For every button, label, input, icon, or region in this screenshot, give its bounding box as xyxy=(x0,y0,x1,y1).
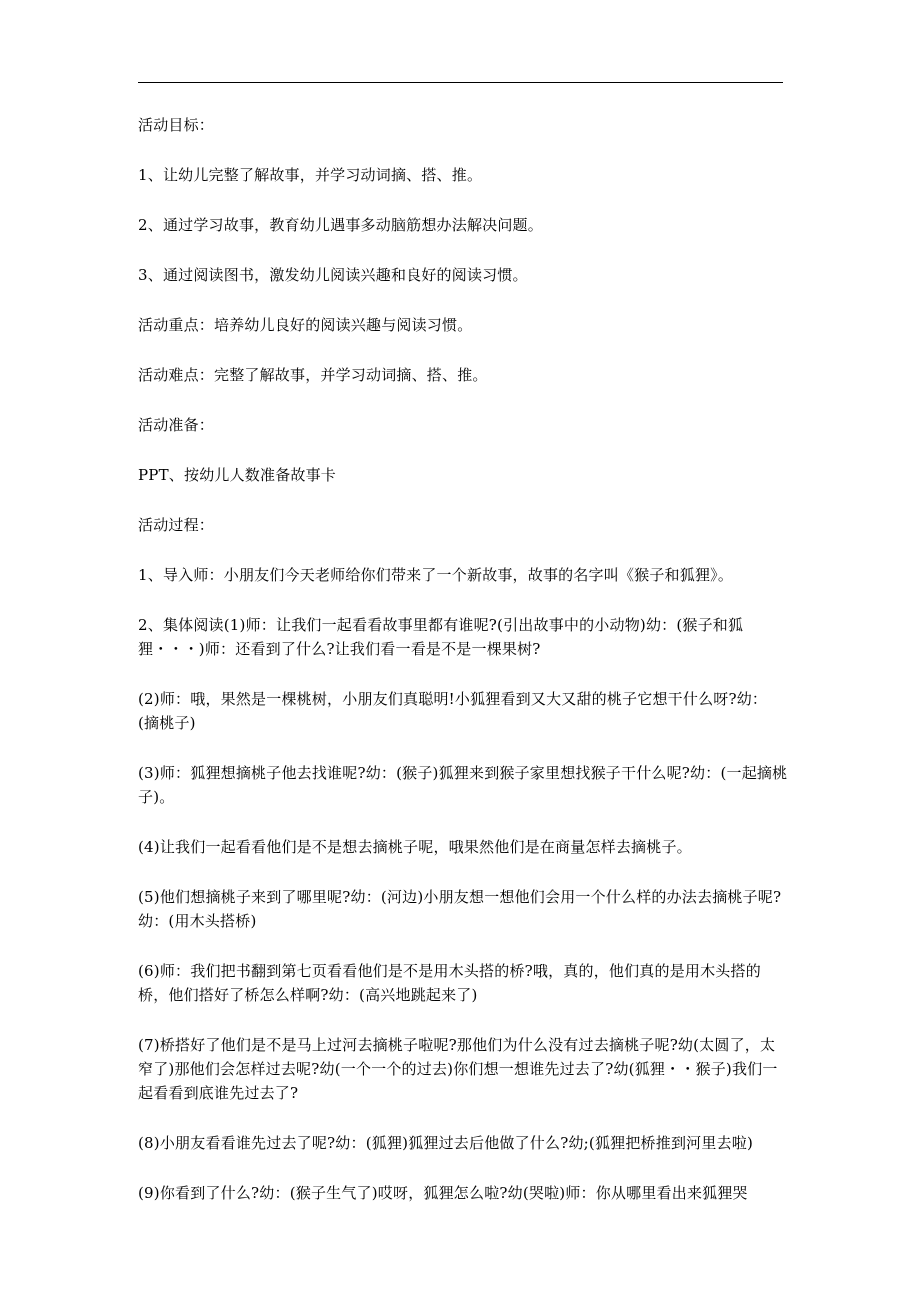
goal-item-3: 3、通过阅读图书，激发幼儿阅读兴趣和良好的阅读习惯。 xyxy=(138,266,528,284)
process-substep-9: (9)你看到了什么?幼：(猴子生气了)哎呀，狐狸怎么啦?幼(哭啦)师：你从哪里看出来狐狸哭 xyxy=(138,1184,748,1202)
heading-activity-process: 活动过程： xyxy=(138,516,215,534)
process-substep-8: (8)小朋友看看谁先过去了呢?幼：(狐狸)狐狸过去后他做了什么?幼;(狐狸把桥推到河里去啦) xyxy=(138,1134,753,1152)
process-substep-7: (7)桥搭好了他们是不是马上过河去摘桃子啦呢?那他们为什么没有过去摘桃子呢?幼(太圆了，太窄了)那他们会怎样过去呢?幼(一个一个的过去)你们想一想谁先过去了?幼(狐狸・・猴子)我们一起看看到底谁先过去了? xyxy=(138,1036,778,1102)
process-substep-3: (3)师：狐狸想摘桃子他去找谁呢?幼：(猴子)狐狸来到猴子家里想找猴子干什么呢?幼：(一起摘桃子)。 xyxy=(138,764,788,806)
activity-difficulty: 活动难点：完整了解故事，并学习动词摘、搭、推。 xyxy=(138,366,488,384)
goal-item-2: 2、通过学习故事，教育幼儿遇事多动脑筋想办法解决问题。 xyxy=(138,216,543,234)
process-substep-4: (4)让我们一起看看他们是不是想去摘桃子呢，哦果然他们是在商量怎样去摘桃子。 xyxy=(138,838,692,856)
process-step-1: 1、导入师：小朋友们今天老师给你们带来了一个新故事，故事的名字叫《猴子和狐狸》。 xyxy=(138,566,734,584)
heading-activity-goals: 活动目标： xyxy=(138,116,215,134)
goal-item-1: 1、让幼儿完整了解故事，并学习动词摘、搭、推。 xyxy=(138,166,483,184)
process-step-2: 2、集体阅读(1)师：让我们一起看看故事里都有谁呢?(引出故事中的小动物)幼：(猴子和狐狸・・・)师：还看到了什么?让我们看一看是不是一棵果树? xyxy=(138,616,744,658)
heading-activity-preparation: 活动准备： xyxy=(138,416,215,434)
process-substep-5: (5)他们想摘桃子来到了哪里呢?幼：(河边)小朋友想一想他们会用一个什么样的办法去摘桃子呢?幼：(用木头搭桥) xyxy=(138,888,782,930)
preparation-item: PPT、按幼儿人数准备故事卡 xyxy=(138,466,336,484)
activity-key-point: 活动重点：培养幼儿良好的阅读兴趣与阅读习惯。 xyxy=(138,316,473,334)
document-body xyxy=(138,113,788,1231)
header-rule xyxy=(138,82,783,83)
process-substep-6: (6)师：我们把书翻到第七页看看他们是不是用木头搭的桥?哦，真的，他们真的是用木头搭的桥，他们搭好了桥怎么样啊?幼：(高兴地跳起来了) xyxy=(138,962,761,1004)
process-substep-2: (2)师：哦，果然是一棵桃树，小朋友们真聪明!小狐狸看到又大又甜的桃子它想干什么呀?幼：(摘桃子) xyxy=(138,690,768,732)
